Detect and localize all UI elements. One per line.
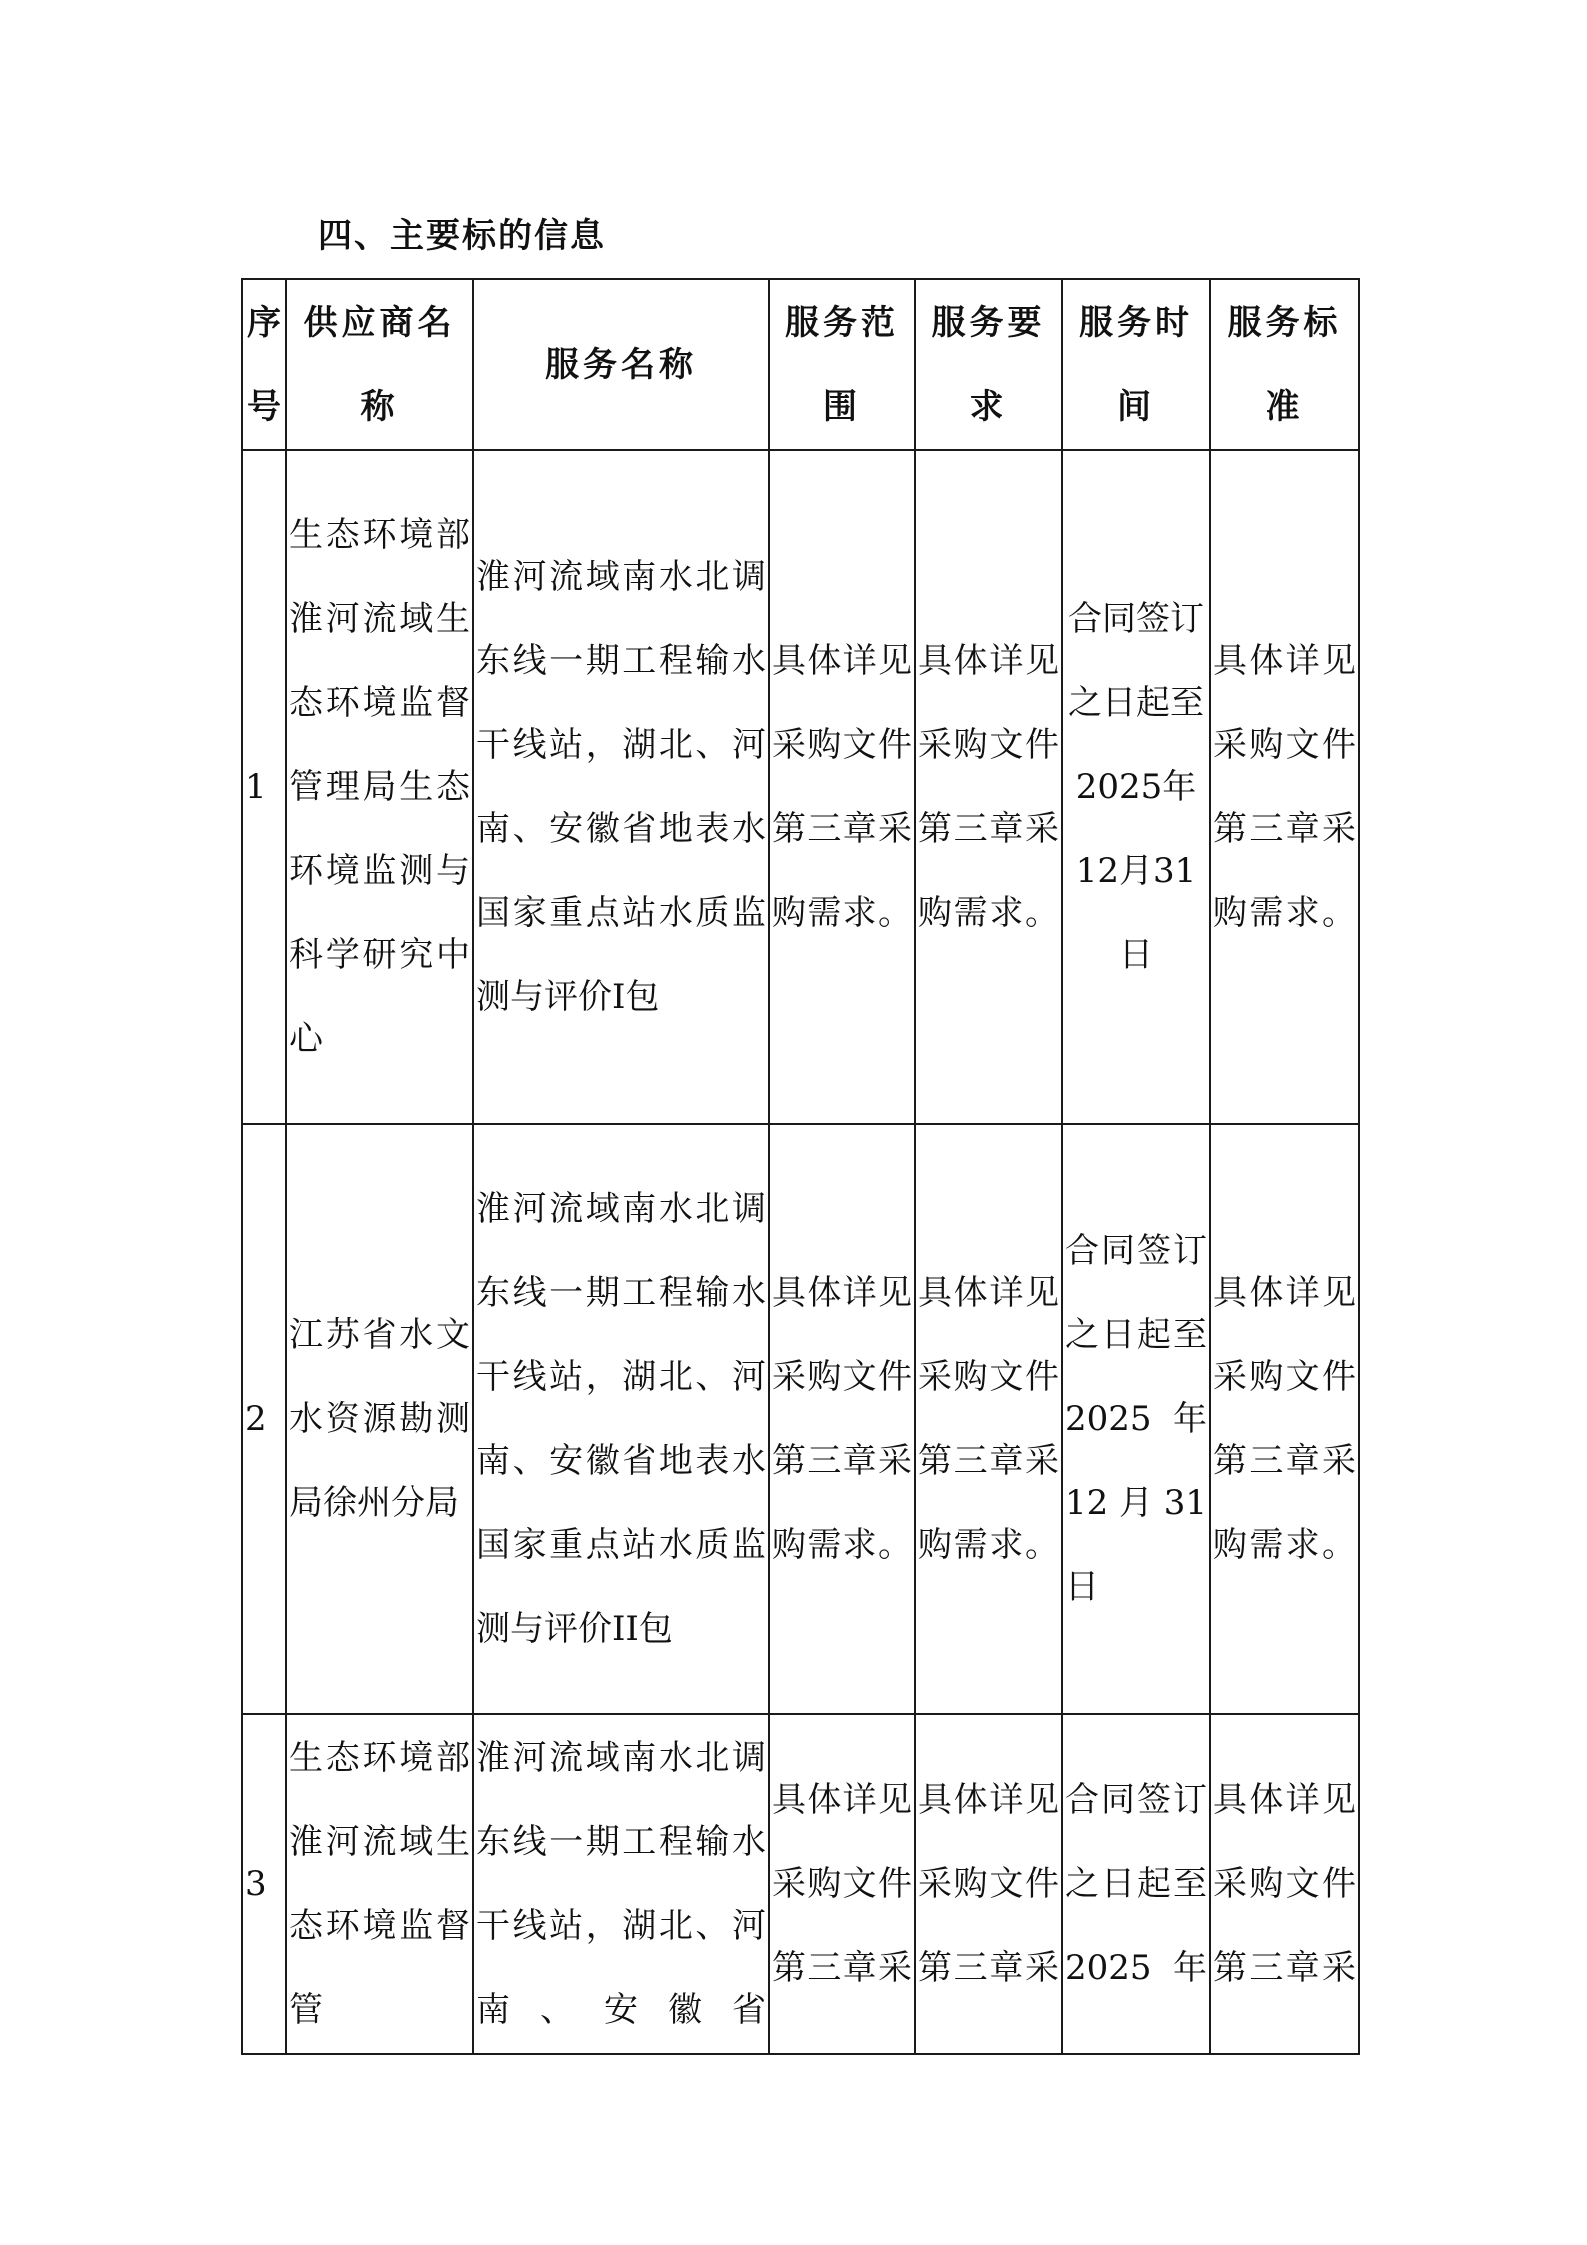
cell-service-name: 淮河流域南水北调东线一期工程输水干线站，湖北、河南、安徽省	[473, 1714, 769, 2054]
header-scope: 服务范围	[769, 279, 915, 450]
cell-supplier: 生态环境部淮河流域生态环境监督管	[286, 1714, 473, 2054]
header-service-name: 服务名称	[473, 279, 769, 450]
cell-standard: 具体详见采购文件第三章采购需求。	[1210, 1124, 1359, 1714]
table-row	[242, 1124, 1359, 1714]
subject-info-table	[241, 278, 1360, 2055]
cell-seq: 2	[242, 1124, 286, 1714]
cell-time: 合同签订之日起至2025年	[1062, 1714, 1210, 2054]
cell-requirement: 具体详见采购文件第三章采购需求。	[915, 450, 1062, 1124]
cell-supplier: 生态环境部淮河流域生态环境监督管理局生态环境监测与科学研究中心	[286, 450, 473, 1124]
header-standard: 服务标准	[1210, 279, 1359, 450]
cell-scope: 具体详见采购文件第三章采	[769, 1714, 915, 2054]
cell-scope: 具体详见采购文件第三章采购需求。	[769, 1124, 915, 1714]
header-requirement: 服务要求	[915, 279, 1062, 450]
cell-time: 合同签订之日起至2025年12月31日	[1062, 1124, 1210, 1714]
cell-supplier: 江苏省水文水资源勘测局徐州分局	[286, 1124, 473, 1714]
header-supplier: 供应商名称	[286, 279, 473, 450]
cell-scope: 具体详见采购文件第三章采购需求。	[769, 450, 915, 1124]
cell-standard: 具体详见采购文件第三章采	[1210, 1714, 1359, 2054]
section-heading: 四、主要标的信息	[318, 216, 606, 256]
header-seq: 序号	[242, 279, 286, 450]
cell-standard: 具体详见采购文件第三章采购需求。	[1210, 450, 1359, 1124]
table-row	[242, 1714, 1359, 2054]
cell-seq: 1	[242, 450, 286, 1124]
header-time: 服务时间	[1062, 279, 1210, 450]
cell-seq: 3	[242, 1714, 286, 2054]
cell-requirement: 具体详见采购文件第三章采	[915, 1714, 1062, 2054]
table-header-row	[242, 279, 1359, 450]
cell-time: 合同签订之日起至2025年12月31日	[1062, 450, 1210, 1124]
cell-service-name: 淮河流域南水北调东线一期工程输水干线站，湖北、河南、安徽省地表水国家重点站水质监测与评价ⅠⅠ包	[473, 1124, 769, 1714]
table-row	[242, 450, 1359, 1124]
cell-requirement: 具体详见采购文件第三章采购需求。	[915, 1124, 1062, 1714]
cell-service-name: 淮河流域南水北调东线一期工程输水干线站，湖北、河南、安徽省地表水国家重点站水质监测与评价Ⅰ包	[473, 450, 769, 1124]
